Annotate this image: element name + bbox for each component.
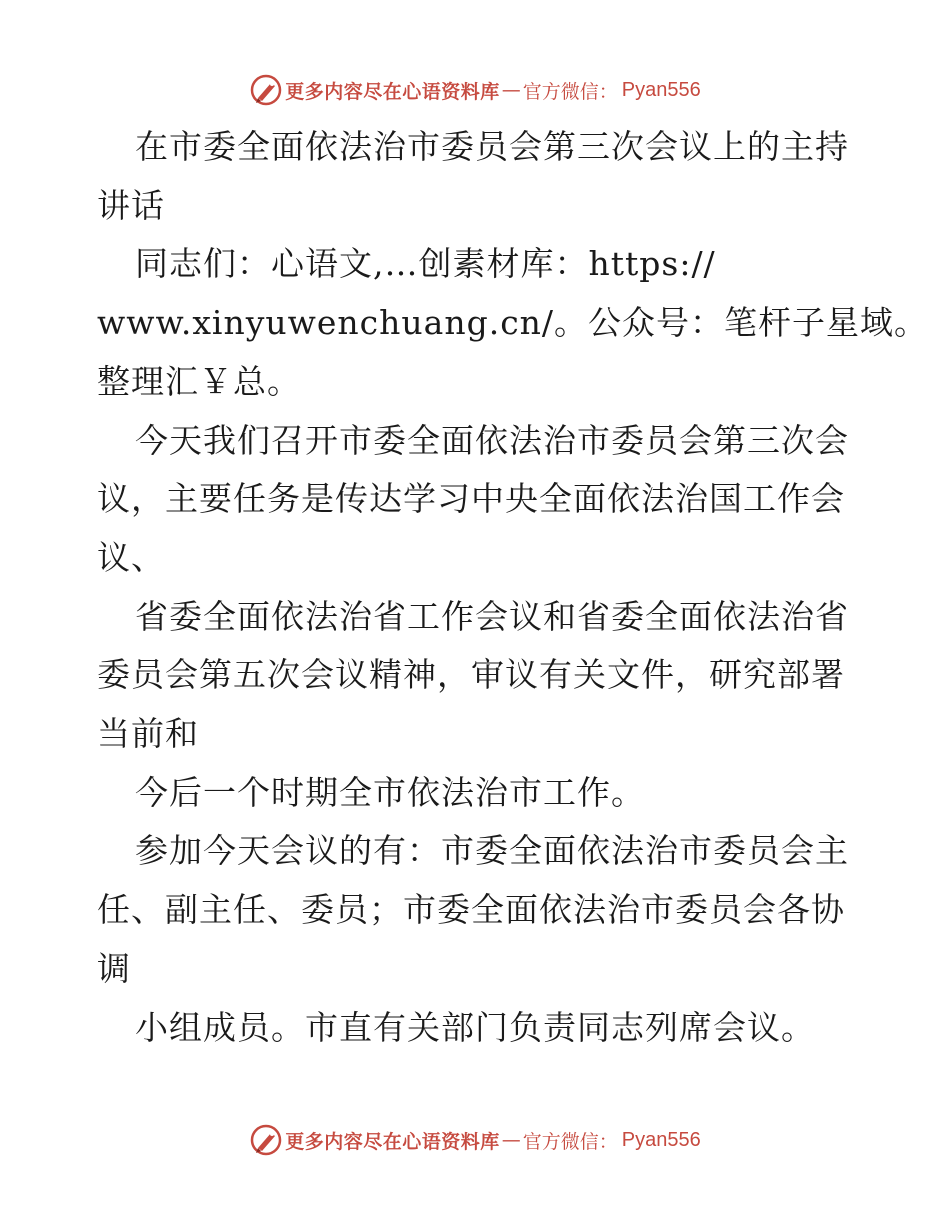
banner-separator: —	[501, 79, 521, 101]
document-body	[97, 118, 929, 1057]
document-line: 参加今天会议的有：市委全面依法治市委员会主	[135, 831, 849, 871]
document-line: 当前和	[97, 714, 199, 754]
body-paragraph	[97, 999, 857, 1058]
pen-logo-icon	[249, 73, 283, 107]
wechat-id: Pyan556	[621, 78, 701, 101]
greeting-paragraph	[97, 235, 929, 411]
banner-text: 更多内容尽在心语资料库	[285, 80, 500, 103]
body-paragraph	[97, 412, 857, 588]
banner-separator: —	[501, 1129, 521, 1151]
wechat-label: 官方微信：	[522, 1130, 618, 1153]
banner-text: 更多内容尽在心语资料库	[285, 1130, 500, 1153]
title-paragraph	[97, 118, 857, 235]
wechat-id: Pyan556	[621, 1128, 701, 1151]
document-line: 今天我们召开市委全面依法治市委员会第三次会	[135, 420, 849, 460]
body-paragraph	[97, 588, 857, 764]
document-line: 委员会第五次会议精神，审议有关文件，研究部署	[97, 655, 845, 695]
document-line: 整理汇￥总。	[97, 361, 301, 401]
footer-banner	[0, 1120, 950, 1160]
body-paragraph	[97, 822, 857, 998]
document-line: 今后一个时期全市依法治市工作。	[135, 772, 645, 812]
document-line: 议、	[97, 537, 165, 577]
pen-logo-icon	[249, 1123, 283, 1157]
document-line: 在市委全面依法治市委员会第三次会议上的主持	[135, 127, 849, 166]
document-line: 调	[97, 948, 131, 988]
document-line: 议，主要任务是传达学习中央全面依法治国工作会	[97, 479, 845, 519]
document-line: 讲话	[97, 185, 165, 225]
header-banner	[0, 70, 950, 110]
document-line: 同志们：心语文,…创素材库：https://	[135, 244, 716, 284]
wechat-label: 官方微信：	[522, 80, 618, 103]
document-line: www.xinyuwenchuang.cn/。公众号：笔杆子星域。	[97, 303, 929, 343]
document-line: 省委全面依法治省工作会议和省委全面依法治省	[135, 596, 849, 636]
body-paragraph	[97, 764, 857, 823]
document-line: 任、副主任、委员；市委全面依法治市委员会各协	[97, 890, 845, 930]
document-line: 小组成员。市直有关部门负责同志列席会议。	[135, 1007, 815, 1047]
